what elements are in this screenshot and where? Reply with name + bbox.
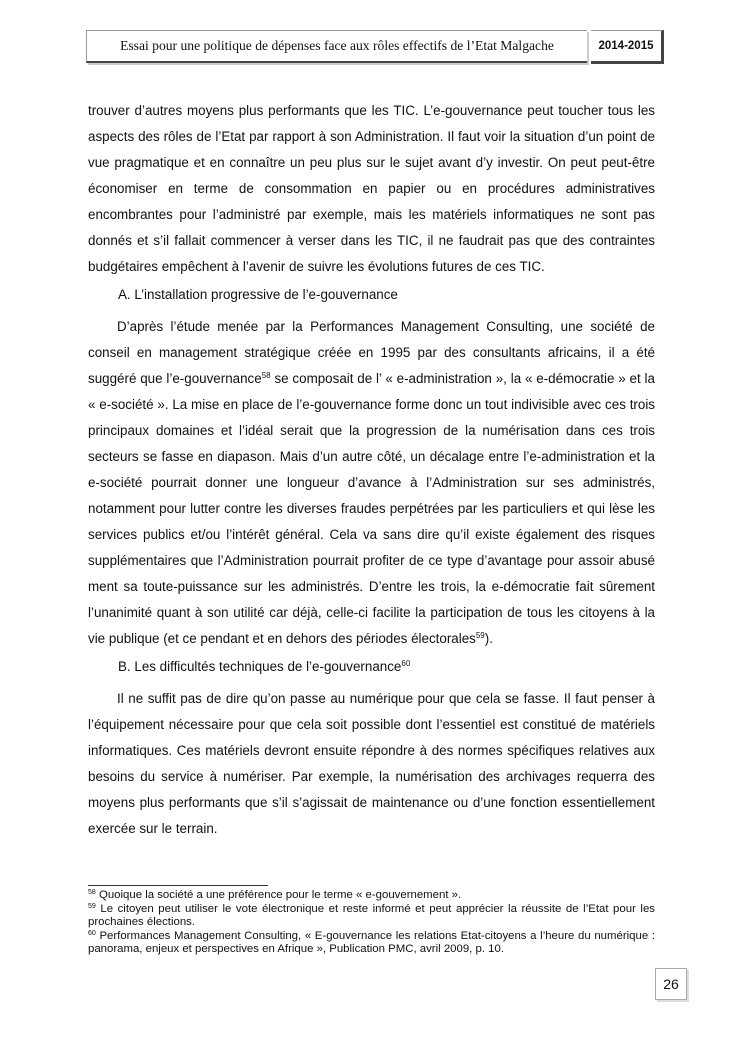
footnote-58	[88, 889, 655, 903]
page-header	[86, 30, 660, 64]
footnote-number: 58	[88, 889, 96, 896]
header-year: 2014-2015	[591, 30, 664, 64]
page-number: 26	[655, 968, 687, 1000]
footnote-text: Performances Management Consulting, « E-gouvernance les relations Etat-citoyens a l’heure du numérique : panorama, enjeux et perspectives en Afrique », Publication PMC, avril 2009, p. 10.	[88, 929, 655, 955]
footnote-ref-59[interactable]: 59	[475, 631, 485, 640]
main-text	[88, 98, 655, 842]
section-heading-b-text: B. Les difficultés techniques de l’e-gouvernance	[118, 659, 402, 674]
footnote-text: Quoique la société a une préférence pour le terme « e-gouvernement ».	[95, 889, 462, 901]
paragraph-2-part-2: se composait de l’ « e-administration », la « e-démocratie » et la « e-société ». La mise en place de l’e-gouvernance forme donc un tout indivisible avec ces trois principaux domaines et l’idéal serait que la progression de la numérisation dans ces trois secteurs se fasse en diapason. Mais d’un autre côté, un décalage entre l’e-administration et la e-société pourrait donner une longueur d’avance à l’Administration sur ses administrés, notamment pour lutter contre les diverses fraudes perpétrées par les particuliers et qui lèse les services publics et/ou l’intérêt général. Cela va sans dire qu’il existe également des risques supplémentaires que l’Administration pourrait profiter de ce type d’avantage pour assoir abusé ment sa toute-puissance sur les administrés. D’entre les trois, la e-démocratie fait sûrement l’unanimité quant à son utilité car déjà, celle-ci facilite la participation de tous les citoyens à la vie publique (et ce pendant et en dehors des périodes électorales	[88, 371, 655, 646]
section-heading-b	[88, 654, 655, 680]
section-heading-a: A. L’installation progressive de l’e-gouvernance	[118, 287, 398, 302]
footnote-ref-58[interactable]: 58	[261, 371, 271, 380]
paragraph-2-part-3: ).	[484, 631, 493, 646]
footnotes	[88, 889, 655, 957]
footnote-separator	[88, 885, 268, 886]
paragraph-2-part-1: D’après l’étude menée par la Performances Management Consulting, une société de conseil en management stratégique créée en 1995 par des consultants africains, il a été suggéré que l’e-gouvernance	[88, 319, 655, 386]
paragraph-3: Il ne suffit pas de dire qu’on passe au numérique pour que cela se fasse. Il faut penser à l’équipement nécessaire pour que cela soit possible dont l’essentiel est constitué de matériels informatiques. Ces matériels devront ensuite répondre à des normes spécifiques relatives aux besoins du service à numériser. Par exemple, la numérisation des archivages requerra des moyens plus performants que s’il s’agissait de maintenance ou d’une fonction essentiellement exercée sur le terrain.	[88, 691, 655, 836]
footnote-59	[88, 903, 655, 930]
footnote-number: 59	[88, 902, 96, 910]
footnote-text: Le citoyen peut utiliser le vote électronique et reste informé et peut apprécier la réussite de l’Etat pour les prochaines élections.	[88, 902, 655, 928]
footnote-ref-60[interactable]: 60	[401, 659, 411, 668]
footnote-number: 60	[88, 929, 96, 937]
header-title: Essai pour une politique de dépenses face aux rôles effectifs de l’Etat Malgache	[86, 30, 587, 63]
paragraph-1: trouver d’autres moyens plus performants que les TIC. L’e-gouvernance peut toucher tous les aspects des rôles de l’Etat par rapport à son Administration. Il faut voir la situation d’un point de vue pragmatique et en connaître un peu plus sur le sujet avant d’y investir. On peut peut-être économiser en terme de consommation en papier ou en procédures administratives encombrantes pour l’administré par exemple, mais les matériels informatiques ne sont pas donnés et s’il fallait commencer à verser dans les TIC, il ne faudrait pas que des contraintes budgétaires empêchent à l’avenir de suivre les évolutions futures de ces TIC.	[88, 103, 655, 274]
footnote-60	[88, 930, 655, 957]
paragraph-2	[88, 314, 655, 652]
